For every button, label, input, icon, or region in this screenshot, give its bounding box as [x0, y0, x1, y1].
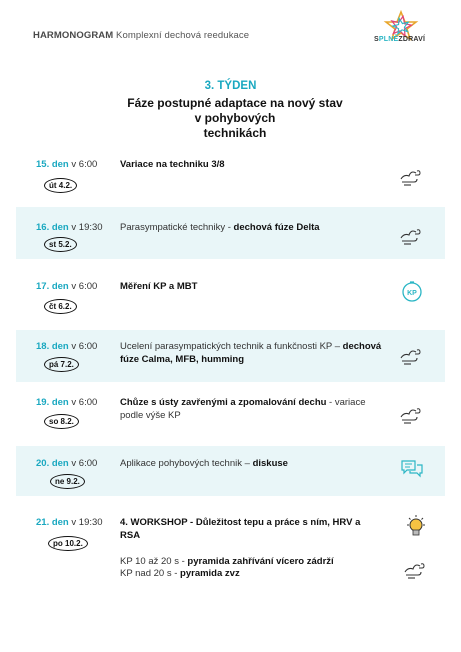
- date-badge: čt 6.2.: [44, 299, 77, 314]
- date-badge: pá 7.2.: [44, 357, 79, 372]
- row-text-bold: pyramida zahřívání vícero zádrží: [187, 556, 334, 567]
- row-description: [120, 397, 370, 422]
- row-extra-1: [120, 556, 385, 569]
- date-badge: ne 9.2.: [50, 474, 85, 489]
- day-time: v 19:30: [71, 517, 103, 528]
- schedule-row-19: [16, 388, 445, 440]
- day-number: 21. den: [36, 517, 69, 528]
- row-description: [120, 458, 385, 471]
- row-text-bold: dechová fúze Calma, MFB, humming: [120, 341, 382, 365]
- day-time: v 6:00: [71, 458, 98, 469]
- row-text: Aplikace pohybových technik –: [120, 458, 253, 469]
- title-line-2: v pohybových: [194, 111, 276, 125]
- row-extra-2: [120, 568, 385, 581]
- header-brand: HARMONOGRAM: [33, 30, 114, 41]
- title-line-1: Fáze postupné adaptace na nový stav: [127, 96, 343, 110]
- row-text-bold: 4. WORKSHOP - Důležitost tepu a práce s ním, HRV a RSA: [120, 517, 361, 541]
- date-badge: út 4.2.: [44, 178, 77, 193]
- logo-post: ZDRAVÍ: [398, 36, 426, 43]
- date-badge: st 5.2.: [44, 237, 77, 252]
- day-label: [36, 341, 97, 352]
- page-title: [80, 96, 390, 141]
- day-time: v 6:00: [71, 159, 98, 170]
- logo-text: [374, 36, 425, 43]
- day-time: v 6:00: [71, 341, 98, 352]
- breath-wind-icon: [402, 558, 428, 580]
- day-label: [36, 281, 97, 292]
- breath-wind-icon: [398, 403, 424, 425]
- logo-pre: S: [374, 36, 379, 43]
- chat-bubbles-icon: [400, 459, 424, 479]
- row-text: - variace podle výše KP: [120, 397, 366, 421]
- row-description: [120, 281, 385, 294]
- day-number: 18. den: [36, 341, 69, 352]
- date-badge: so 8.2.: [44, 414, 79, 429]
- header-subtitle: Komplexní dechová reedukace: [116, 30, 250, 41]
- row-description: [120, 159, 385, 172]
- row-text: KP nad 20 s -: [120, 568, 181, 579]
- day-label: [36, 397, 97, 408]
- row-text-bold: Měření KP a MBT: [120, 281, 198, 292]
- row-description: [120, 222, 385, 235]
- row-text: Ucelení parasympatických technik a funkčnosti KP –: [120, 341, 343, 352]
- row-text-bold: Variace na techniku 3/8: [120, 159, 225, 170]
- schedule-row-16: [16, 207, 445, 259]
- schedule-row-21: [16, 508, 445, 590]
- day-number: 15. den: [36, 159, 69, 170]
- lightbulb-icon: [404, 514, 428, 540]
- row-text-bold: diskuse: [252, 458, 288, 469]
- schedule-row-18: [16, 330, 445, 382]
- row-text-bold: Chůze s ústy zavřenými a zpomalování dechu: [120, 397, 327, 408]
- day-number: 20. den: [36, 458, 69, 469]
- header: [33, 30, 249, 41]
- day-label: [36, 517, 103, 528]
- kp-badge-label: KP: [407, 290, 417, 297]
- logo-mid: PLNĚ: [378, 36, 399, 43]
- row-description: [120, 341, 382, 366]
- day-number: 16. den: [36, 222, 69, 233]
- row-text: Parasympatické techniky -: [120, 222, 234, 233]
- schedule-row-20: [16, 446, 445, 496]
- day-time: v 6:00: [71, 397, 98, 408]
- breath-wind-icon: [398, 224, 424, 246]
- day-number: 19. den: [36, 397, 69, 408]
- schedule-row-17: [16, 268, 445, 320]
- row-text: KP 10 až 20 s -: [120, 556, 188, 567]
- row-description: [120, 517, 370, 542]
- schedule-row-15: [16, 150, 445, 200]
- day-label: [36, 222, 103, 233]
- kp-badge-icon: [401, 280, 423, 302]
- day-label: [36, 159, 97, 170]
- row-text-bold: pyramida zvz: [180, 568, 240, 579]
- breath-wind-icon: [398, 344, 424, 366]
- day-time: v 19:30: [71, 222, 103, 233]
- day-time: v 6:00: [71, 281, 98, 292]
- title-line-3: technikách: [203, 126, 267, 140]
- week-heading: 3. TÝDEN: [204, 80, 257, 92]
- day-label: [36, 458, 97, 469]
- breath-wind-icon: [398, 165, 424, 187]
- row-text-bold: dechová fúze Delta: [233, 222, 320, 233]
- date-badge: po 10.2.: [48, 536, 88, 551]
- day-number: 17. den: [36, 281, 69, 292]
